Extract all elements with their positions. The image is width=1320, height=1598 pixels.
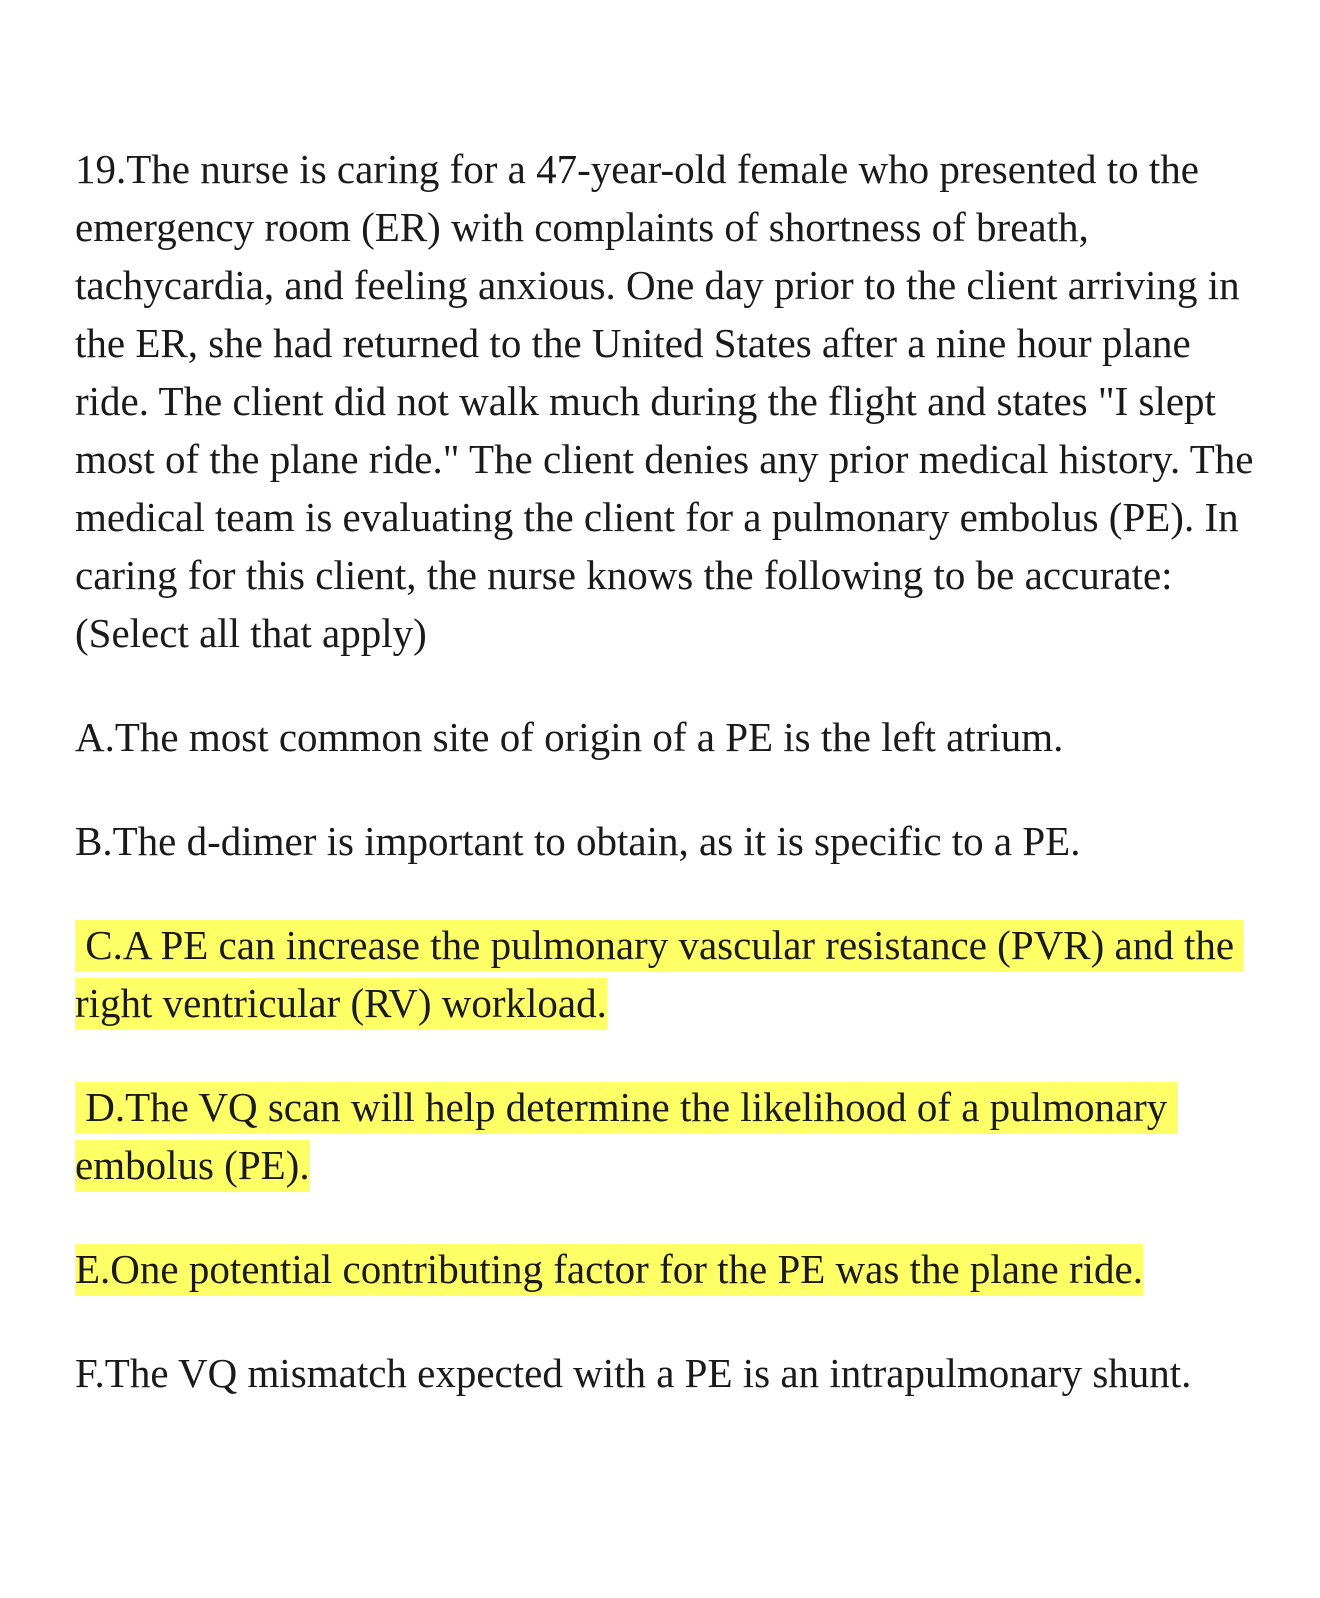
answer-option-c [75,916,1255,1032]
document-body [75,140,1255,1402]
answer-option-e [75,1240,1255,1298]
answer-option-f [75,1344,1255,1402]
option-e-highlighted-text: E.One potential contributing factor for the PE was the plane ride. [75,1244,1143,1296]
option-f-text: F.The VQ mismatch expected with a PE is an intrapulmonary shunt. [75,1350,1192,1396]
answer-option-d [75,1078,1255,1194]
option-b-text: B.The d-dimer is important to obtain, as it is specific to a PE. [75,818,1081,864]
question-stem: 19.The nurse is caring for a 47-year-old female who presented to the emergency room (ER) with complaints of shortness of breath, tachycardia, and feeling anxious. One day prior to the client arriving in the ER, she had returned to the United States after a nine hour plane ride. The client did not walk much during the flight and states "I slept most of the plane ride." The client denies any prior medical history. The medical team is evaluating the client for a pulmonary embolus (PE). In caring for this client, the nurse knows the following to be accurate: (Select all that apply) [75,146,1254,656]
answer-option-b [75,812,1255,870]
option-d-highlighted-text: D.The VQ scan will help determine the likelihood of a pulmonary embolus (PE). [75,1082,1178,1192]
option-c-highlighted-text: C.A PE can increase the pulmonary vascular resistance (PVR) and the right ventricular (RV) workload. [75,920,1244,1030]
answer-option-a [75,708,1255,766]
option-a-text: A.The most common site of origin of a PE is the left atrium. [75,714,1064,760]
